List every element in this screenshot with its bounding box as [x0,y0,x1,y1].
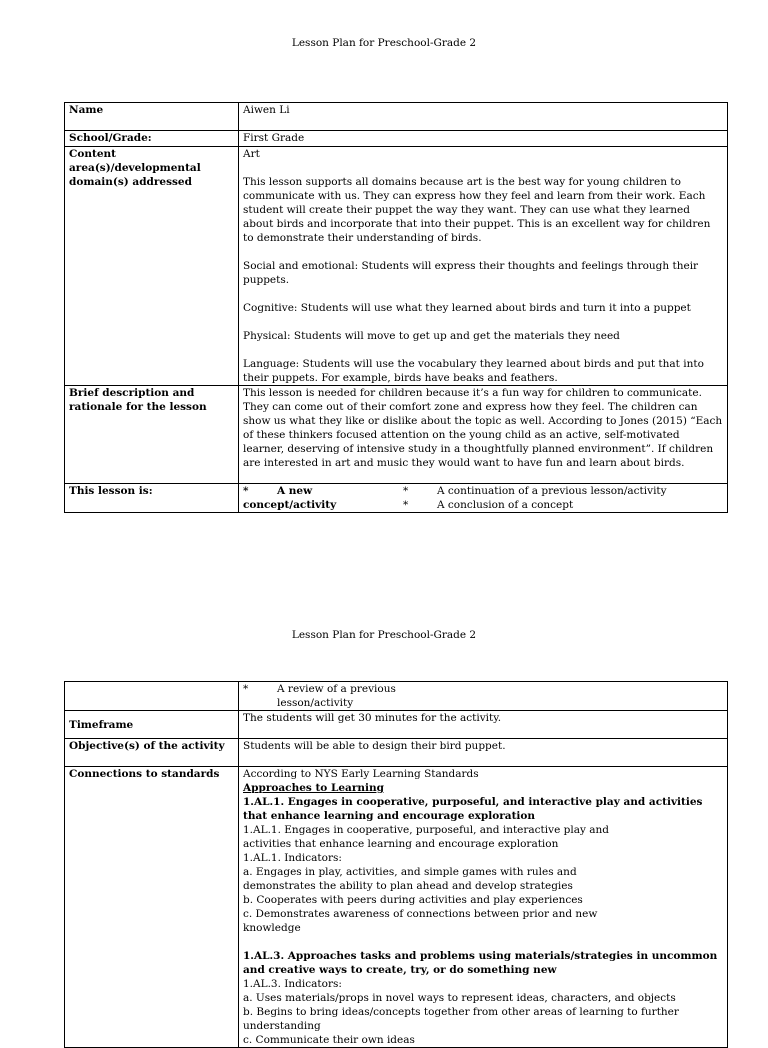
row-content-area [65,147,728,386]
name-value: Aiwen Li [239,103,728,131]
standard-al3-indicators: 1.AL.3. Indicators: [243,978,342,990]
bullet: * [243,485,249,497]
row-standards [65,767,728,1048]
name-label: Name [65,103,239,131]
review-value [239,682,728,711]
content-all-domains: This lesson supports all domains because art is the best way for young children to communicate with us. They can express how they feel and learn from their work. Each student will create their puppet the way they want. They can use what they learned about birds and incorporate that into their puppet. This is an excellent way for children to demonstrate their understanding of birds. [243,176,711,244]
timeframe-label: Timeframe [65,711,239,739]
objective-value: Students will be able to design their bird puppet. [239,739,728,767]
content-value [239,147,728,386]
row-objective [65,739,728,767]
review-text: A review of a previous lesson/activity [277,683,396,709]
bullet: * [243,683,249,695]
row-review [65,682,728,711]
option-conclusion-label: A conclusion of a concept [437,499,574,511]
standards-value [239,767,728,1048]
option-group [403,484,723,512]
standard-al3-title: 1.AL.3. Approaches tasks and problems using materials/strategies in uncommon and creative ways to create, try, or do something new [243,950,718,976]
indicator-a-1: a. Engages in play, activities, and simple games with rules and [243,866,577,878]
standard-al1-text-1: 1.AL.1. Engages in cooperative, purposeful, and interactive play and [243,824,609,836]
standard-al1-title: 1.AL.1. Engages in cooperative, purposeful, and interactive play and activities that enhance learning and encourage exploration [243,796,703,822]
option-continuation [403,484,723,498]
brief-label: Brief description and rationale for the lesson [65,386,239,484]
indicator-a-2: demonstrates the ability to plan ahead and develop strategies [243,880,573,892]
school-value: First Grade [239,131,728,147]
review-label [65,682,239,711]
option-new [243,484,403,512]
standards-label: Connections to standards [65,767,239,1048]
brief-value: This lesson is needed for children because it’s a fun way for children to communicate. They can come out of their comfort zone and express how they feel. The children can show us what they like or dislike about the topic as well. According to Jones (2015) “Each of these thinkers focused attention on the young child as an active, self-motivated learner, deserving of intensive study in a thoughtfully planned environment”. If children are interested in art and music they would want to have fun and learn about birds. [239,386,728,484]
content-cognitive: Cognitive: Students will use what they learned about birds and turn it into a puppet [243,302,691,314]
lesson-is-label: This lesson is: [65,484,239,513]
standards-source: According to NYS Early Learning Standards [243,768,479,780]
option-new-label: A new concept/activity [243,485,337,511]
row-lesson-is [65,484,728,513]
al3-indicator-a: a. Uses materials/props in novel ways to represent ideas, characters, and objects [243,992,676,1004]
indicator-c-1: c. Demonstrates awareness of connections between prior and new [243,908,598,920]
standard-al1-text-2: activities that enhance learning and encourage exploration [243,838,559,850]
content-language: Language: Students will use the vocabulary they learned about birds and put that into their puppets. For example, birds have beaks and feathers. [243,358,704,384]
page-title-2: Lesson Plan for Preschool-Grade 2 [291,629,477,641]
bullet: * [403,499,409,511]
row-timeframe [65,711,728,739]
content-label: Content area(s)/developmental domain(s) addressed [65,147,239,386]
standard-al1-indicators: 1.AL.1. Indicators: [243,852,342,864]
option-conclusion [403,498,723,512]
standards-heading: Approaches to Learning [243,782,384,794]
row-name [65,103,728,131]
content-art: Art [243,148,260,160]
page-title: Lesson Plan for Preschool-Grade 2 [291,37,477,49]
row-school [65,131,728,147]
bullet: * [403,485,409,497]
indicator-c-2: knowledge [243,922,301,934]
school-label: School/Grade: [65,131,239,147]
objective-label: Objective(s) of the activity [65,739,239,767]
timeframe-value: The students will get 30 minutes for the activity. [239,711,728,739]
al3-indicator-c: c. Communicate their own ideas [243,1034,415,1046]
al3-indicator-b: b. Begins to bring ideas/concepts together from other areas of learning to further understanding [243,1006,679,1032]
content-social: Social and emotional: Students will express their thoughts and feelings through their puppets. [243,260,699,286]
lesson-plan-table-2 [64,681,728,1048]
content-physical: Physical: Students will move to get up and get the materials they need [243,330,620,342]
indicator-b: b. Cooperates with peers during activities and play experiences [243,894,583,906]
lesson-is-options [239,484,728,513]
option-continuation-label: A continuation of a previous lesson/activity [437,485,667,497]
row-brief [65,386,728,484]
lesson-plan-table-1 [64,102,728,513]
